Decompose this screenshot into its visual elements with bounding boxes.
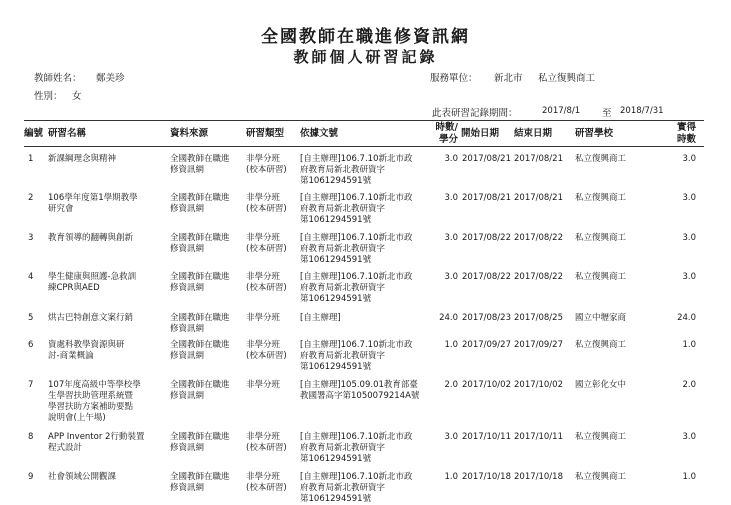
page-title: 全國教師在職進修資訊網 <box>261 27 470 47</box>
cell-school: 私立復興商工 <box>575 272 627 282</box>
cell-school: 私立復興商工 <box>575 154 627 164</box>
col-source: 資料來源 <box>170 128 209 139</box>
cell-name: 社會領域公開觀課 <box>48 472 117 482</box>
cell-source: 全國教師在職進 修資訊網 <box>170 313 230 334</box>
cell-doc: [自主辦理]106.7.10新北市政 府教育局新北教研資字 第1061294591號 <box>300 340 413 372</box>
cell-end: 2017/08/22 <box>514 272 563 282</box>
cell-type: 非學分班 (校本研習) <box>246 233 287 254</box>
cell-earned: 24.0 <box>677 313 696 323</box>
cell-hours: 2.0 <box>444 380 458 390</box>
col-no: 編號 <box>24 128 44 139</box>
teacher-name-label: 教師姓名： <box>34 73 82 84</box>
cell-no: 5 <box>28 313 34 323</box>
cell-type: 非學分班 (校本研習) <box>246 193 287 214</box>
period-start: 2017/8/1 <box>542 106 581 116</box>
cell-school: 國立彰化女中 <box>575 380 627 390</box>
cell-type: 非學分班 <box>246 313 281 323</box>
cell-end: 2017/08/25 <box>514 313 563 323</box>
cell-school: 私立復興商工 <box>575 340 627 350</box>
cell-name: 資處科教學資源與研 討-商業概論 <box>48 340 125 361</box>
cell-no: 6 <box>28 340 34 350</box>
cell-hours: 3.0 <box>444 272 458 282</box>
header-top-rule <box>24 120 704 121</box>
cell-name: APP Inventor 2行動裝置 程式設計 <box>48 432 145 453</box>
cell-hours: 1.0 <box>444 340 458 350</box>
school-city: 新北市 <box>494 73 523 84</box>
col-school: 研習學校 <box>575 128 614 139</box>
cell-start: 2017/10/02 <box>462 380 511 390</box>
page-subtitle: 教師個人研習記錄 <box>293 48 438 66</box>
cell-end: 2017/08/21 <box>514 193 563 203</box>
cell-start: 2017/10/11 <box>462 432 511 442</box>
cell-doc: [自主辦理]105.09.01教育部臺 教國署高字第1050079214A號 <box>300 380 420 401</box>
period-sep: 至 <box>602 108 612 119</box>
cell-end: 2017/09/27 <box>514 340 563 350</box>
cell-hours: 3.0 <box>444 154 458 164</box>
gender-label: 性別： <box>34 91 63 102</box>
cell-end: 2017/08/21 <box>514 154 563 164</box>
cell-start: 2017/08/21 <box>462 154 511 164</box>
school-label: 服務單位： <box>430 73 478 84</box>
cell-school: 私立復興商工 <box>575 193 627 203</box>
cell-type: 非學分班 (校本研習) <box>246 472 287 493</box>
cell-start: 2017/08/21 <box>462 193 511 203</box>
cell-end: 2017/08/22 <box>514 233 563 243</box>
header-bottom-rule <box>24 146 704 147</box>
cell-earned: 3.0 <box>682 272 696 282</box>
cell-name: 106學年度第1學期教學 研究會 <box>48 193 138 214</box>
col-doc: 依據文號 <box>300 128 339 139</box>
cell-no: 9 <box>28 472 34 482</box>
cell-type: 非學分班 (校本研習) <box>246 154 287 175</box>
cell-source: 全國教師在職進 修資訊網 <box>170 154 230 175</box>
cell-type: 非學分班 (校本研習) <box>246 272 287 293</box>
cell-name: 學生健康與照護-急救訓 練CPR與AED <box>48 272 137 293</box>
cell-earned: 2.0 <box>682 380 696 390</box>
cell-hours: 1.0 <box>444 472 458 482</box>
cell-name: 107年度高級中等學校學 生學習扶助管理系統暨 學習扶助方案補助要點 說明會(上午場) <box>48 380 141 423</box>
cell-doc: [自主辦理] <box>300 313 341 323</box>
cell-school: 私立復興商工 <box>575 233 627 243</box>
cell-earned: 3.0 <box>682 193 696 203</box>
cell-type: 非學分班 <box>246 380 281 390</box>
school-name: 私立復興商工 <box>538 73 596 84</box>
cell-start: 2017/08/22 <box>462 233 511 243</box>
cell-start: 2017/09/27 <box>462 340 511 350</box>
cell-doc: [自主辦理]106.7.10新北市政 府教育局新北教研資字 第1061294591號 <box>300 154 413 186</box>
cell-type: 非學分班 (校本研習) <box>246 432 287 453</box>
cell-start: 2017/08/22 <box>462 272 511 282</box>
cell-school: 國立中壢家商 <box>575 313 627 323</box>
col-earned: 實得 時數 <box>676 122 696 145</box>
cell-school: 私立復興商工 <box>575 432 627 442</box>
period-end: 2018/7/31 <box>620 106 664 116</box>
cell-doc: [自主辦理]106.7.10新北市政 府教育局新北教研資字 第1061294591號 <box>300 472 413 504</box>
cell-no: 1 <box>28 154 34 164</box>
cell-no: 7 <box>28 380 34 390</box>
cell-source: 全國教師在職進 修資訊網 <box>170 272 230 293</box>
cell-source: 全國教師在職進 修資訊網 <box>170 472 230 493</box>
cell-start: 2017/10/18 <box>462 472 511 482</box>
cell-source: 全國教師在職進 修資訊網 <box>170 432 230 453</box>
teacher-name: 鄭美珍 <box>96 73 125 84</box>
cell-start: 2017/08/23 <box>462 313 511 323</box>
cell-doc: [自主辦理]106.7.10新北市政 府教育局新北教研資字 第1061294591號 <box>300 193 413 225</box>
cell-earned: 3.0 <box>682 154 696 164</box>
cell-source: 全國教師在職進 修資訊網 <box>170 380 230 401</box>
cell-end: 2017/10/02 <box>514 380 563 390</box>
cell-no: 3 <box>28 233 34 243</box>
cell-hours: 3.0 <box>444 193 458 203</box>
period-label: 此表研習記錄期間： <box>432 108 518 119</box>
cell-hours: 24.0 <box>439 313 458 323</box>
cell-source: 全國教師在職進 修資訊網 <box>170 340 230 361</box>
cell-doc: [自主辦理]106.7.10新北市政 府教育局新北教研資字 第1061294591號 <box>300 233 413 265</box>
cell-name: 烘古巴特創意文案行銷 <box>48 313 134 323</box>
cell-end: 2017/10/11 <box>514 432 563 442</box>
cell-source: 全國教師在職進 修資訊網 <box>170 233 230 254</box>
cell-earned: 3.0 <box>682 233 696 243</box>
cell-earned: 3.0 <box>682 432 696 442</box>
cell-no: 8 <box>28 432 34 442</box>
cell-name: 教育領導的翻轉與創新 <box>48 233 134 243</box>
cell-type: 非學分班 (校本研習) <box>246 340 287 361</box>
cell-no: 4 <box>28 272 34 282</box>
gender-value: 女 <box>72 91 82 102</box>
cell-end: 2017/10/18 <box>514 472 563 482</box>
col-end: 結束日期 <box>514 128 553 139</box>
col-hours: 時數/ 學分 <box>435 122 458 145</box>
cell-doc: [自主辦理]106.7.10新北市政 府教育局新北教研資字 第1061294591號 <box>300 272 413 304</box>
col-start: 開始日期 <box>461 128 500 139</box>
cell-source: 全國教師在職進 修資訊網 <box>170 193 230 214</box>
cell-no: 2 <box>28 193 34 203</box>
cell-earned: 1.0 <box>682 472 696 482</box>
col-type: 研習類型 <box>246 128 285 139</box>
cell-school: 私立復興商工 <box>575 472 627 482</box>
cell-hours: 3.0 <box>444 432 458 442</box>
cell-earned: 1.0 <box>682 340 696 350</box>
cell-name: 新課綱理念與精神 <box>48 154 117 164</box>
col-name: 研習名稱 <box>48 128 87 139</box>
cell-hours: 3.0 <box>444 233 458 243</box>
cell-doc: [自主辦理]106.7.10新北市政 府教育局新北教研資字 第1061294591號 <box>300 432 413 464</box>
